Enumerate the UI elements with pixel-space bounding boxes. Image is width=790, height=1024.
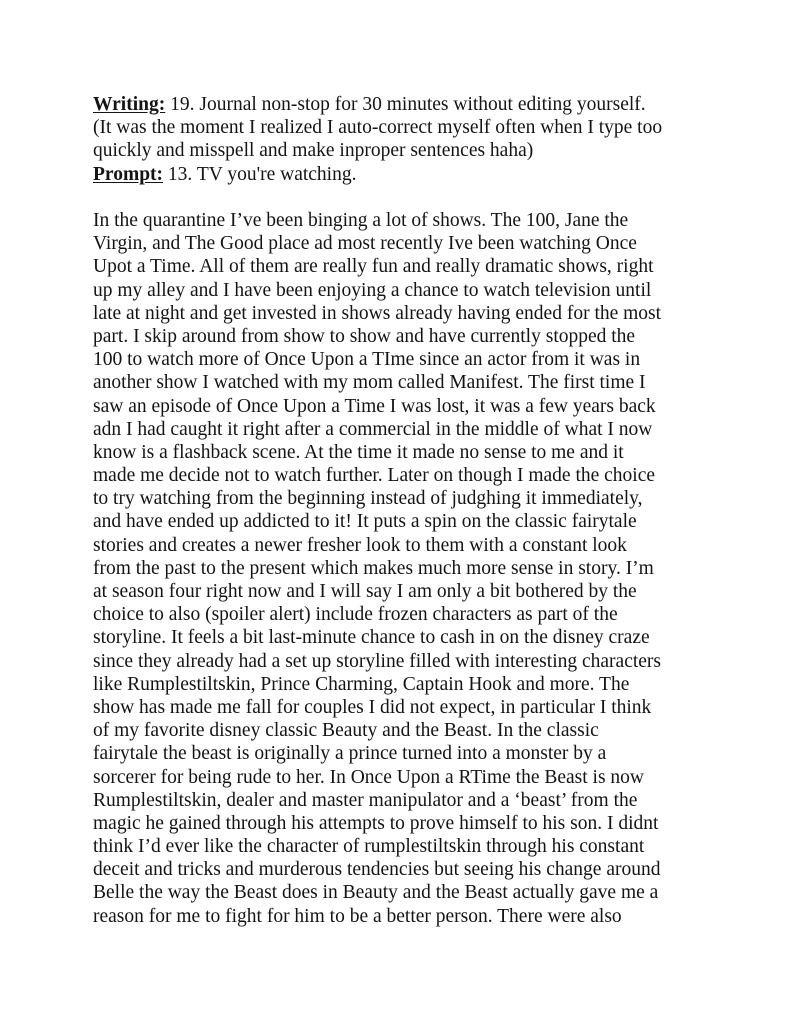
writing-label: Writing: [93,94,166,115]
body-line: saw an episode of Once Upon a Time I was lost, it was a few years back [93,395,656,417]
body-line: reason for me to fight for him to be a better person. There were also [93,905,622,927]
prompt-label: Prompt: [93,163,164,185]
body-line: up my alley and I have been enjoying a chance to watch television until [93,279,652,301]
body-line: show has made me fall for couples I did not expect, in particular I think [93,696,652,718]
prompt-line [93,163,708,186]
body-line: In the quarantine I’ve been binging a lot of shows. The 100, Jane the [93,210,629,231]
body-line: Upot a Time. All of them are really fun and really dramatic shows, right [93,256,654,278]
body-line: since they already had a set up storyline filled with interesting characters [93,650,662,672]
body-line: choice to also (spoiler alert) include frozen characters as part of the [93,604,618,626]
body-line: at season four right now and I will say I am only a bit bothered by the [93,581,637,602]
body-line: think I’d ever like the character of rumplestiltskin through his constant [93,836,645,858]
body-line: like Rumplestiltskin, Prince Charming, Captain Hook and more. The [93,673,630,695]
body-line: part. I skip around from show to show and have currently stopped the [93,325,636,347]
body-line: storyline. It feels a bit last-minute chance to cash in on the disney craze [93,627,650,649]
writing-line [93,93,708,116]
body-line: made me decide not to watch further. Later on though I made the choice [93,465,656,487]
body-line: Rumplestiltskin, dealer and master manipulator and a ‘beast’ from the [93,789,638,811]
body-line: and have ended up addicted to it! It puts a spin on the classic fairytale [93,511,637,533]
writing-text-line: (It was the moment I realized I auto-correct myself often when I type too [93,117,663,139]
body-line: from the past to the present which makes much more sense in story. I’m [93,557,654,579]
body-line: stories and creates a newer fresher look to them with a constant look [93,534,627,556]
assignment-header [93,93,708,186]
body-line: adn I had caught it right after a commercial in the middle of what I now [93,418,653,440]
writing-text: 19. Journal non-stop for 30 minutes without editing yourself. [165,94,646,115]
journal-body [93,209,708,928]
body-line: Belle the way the Beast does in Beauty and the Beast actually gave me a [93,882,659,904]
body-line: fairytale the beast is originally a prince turned into a monster by a [93,743,607,765]
body-line: late at night and get invested in shows already having ended for the most [93,302,662,324]
body-line: another show I watched with my mom called Manifest. The first time I [93,372,646,394]
body-line: deceit and tricks and murderous tendencies but seeing his change around [93,859,661,881]
prompt-text: 13. TV you're watching. [163,163,357,185]
body-line: sorcerer for being rude to her. In Once Upon a RTime the Beast is now [93,766,645,788]
body-line: Virgin, and The Good place ad most recently Ive been watching Once [93,233,637,255]
body-line: magic he gained through his attempts to prove himself to his son. I didnt [93,812,659,834]
body-line: of my favorite disney classic Beauty and the Beast. In the classic [93,720,599,742]
body-line: to try watching from the beginning instead of judghing it immediately, [93,488,643,510]
body-line: 100 to watch more of Once Upon a TIme since an actor from it was in [93,349,641,371]
writing-text-line: quickly and misspell and make inproper sentences haha) [93,140,534,162]
body-line: know is a flashback scene. At the time it made no sense to me and it [93,441,624,463]
